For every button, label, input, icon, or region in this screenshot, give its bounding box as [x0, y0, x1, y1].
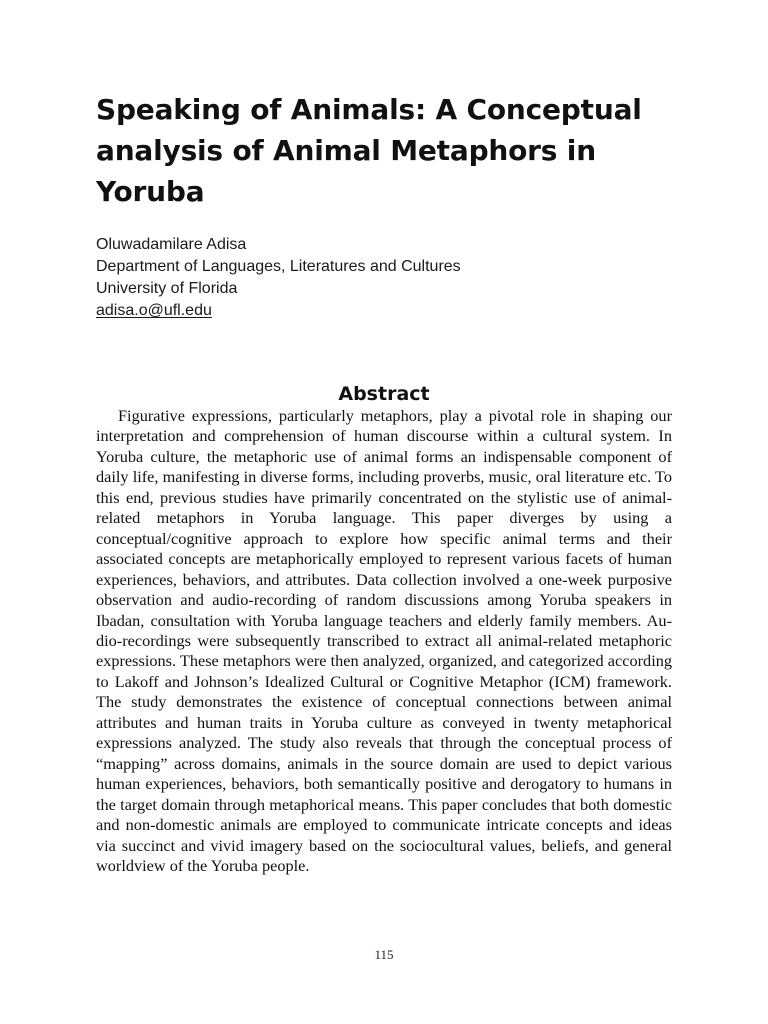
abstract-heading: Abstract: [338, 383, 430, 405]
author-institution: University of Florida: [96, 280, 238, 297]
author-department: Department of Languages, Literatures and Cultures: [96, 258, 461, 275]
author-block: [96, 234, 696, 322]
paper-title: Speaking of Animals: A Conceptual analysis of Animal Metaphors in Yoruba: [96, 93, 642, 208]
abstract-body: Figurative expressions, particularly metaphors, play a pivotal role in shaping our interpretation and comprehension of human discourse within a cultural system. In Yoruba culture, the metaphoric use of animal forms an indispensable component of daily life, manifesting in diverse forms, including proverbs, music, oral literature etc. To this end, previous studies have primarily concentrated on the stylistic use of animal-related metaphors in Yoruba language. This paper diverges by using a conceptual/cognitive approach to explore how specific animal terms and their associated concepts are metaphorically employed to represent various facets of human experiences, behaviors, and attributes. Data collection involved a one-week purposive observation and audio-recording of random discussions among Yoruba speakers in Ibadan, consultation with Yoruba language teachers and elderly family members. Audio-recordings were subsequently transcribed to extract all animal-related metaphoric expressions. These metaphors were then analyzed, organized, and categorized according to Lakoff and Johnson’s Idealized Cultural or Cognitive Metaphor (ICM) framework. The study demonstrates the existence of conceptual connections between animal attributes and human traits in Yoruba culture as conveyed in twenty metaphorical expressions analyzed. The study also reveals that through the conceptual process of “mapping” across domains, animals in the source domain are used to depict various human experiences, behaviors, both semantically positive and derogatory to humans in the target domain through metaphorical means. This paper concludes that both domestic and non-domestic animals are employed to communicate intricate concepts and ideas via succinct and vivid imagery based on the sociocultural values, beliefs, and general worldview of the Yoruba people.: [96, 406, 672, 875]
author-name: Oluwadamilare Adisa: [96, 236, 247, 253]
author-email-link[interactable]: adisa.o@ufl.edu: [96, 302, 212, 319]
page-number: 115: [374, 947, 394, 962]
